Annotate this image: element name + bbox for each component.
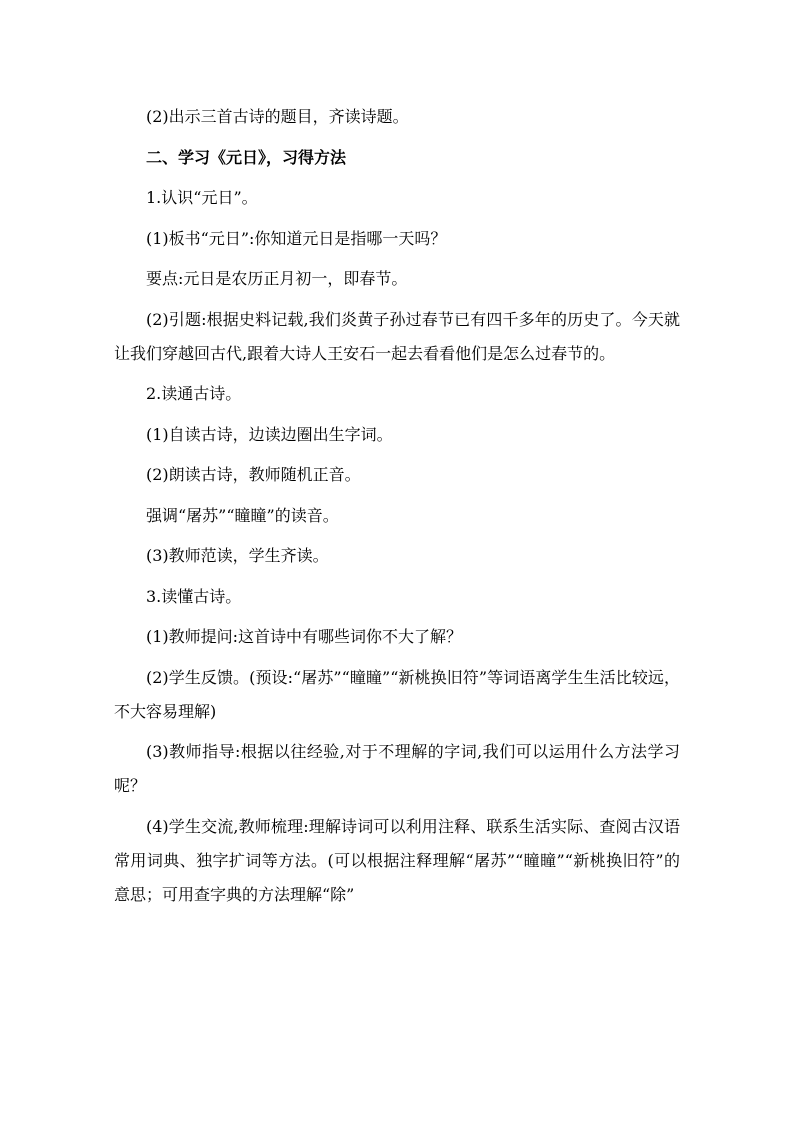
paragraph: (1)板书“元日”:你知道元日是指哪一天吗？ bbox=[146, 228, 447, 248]
paragraph: (1)自读古诗，边读边圈出生字词。 bbox=[146, 424, 393, 444]
paragraph: (2)引题:根据史料记载,我们炎黄子孙过春节已有四千多年的历史了。今天就让我们穿越回古代,跟着大诗人王安石一起去看看他们是怎么过春节的。 bbox=[114, 309, 680, 363]
paragraph: (2)学生反馈。(预设:“屠苏”“瞳瞳”“新桃换旧符”等词语离学生生活比较远，不大容易理解) bbox=[114, 667, 680, 721]
paragraph: 2.读通古诗。 bbox=[146, 384, 242, 403]
paragraph: 强调“屠苏”“瞳瞳”的读音。 bbox=[146, 505, 339, 525]
paragraph: 3.读懂古诗。 bbox=[146, 586, 242, 606]
section-heading: 二、学习《元日》，习得方法 bbox=[146, 147, 347, 167]
paragraph: 要点:元日是农历正月初一，即春节。 bbox=[146, 269, 408, 288]
paragraph: (3)教师范读，学生齐读。 bbox=[146, 546, 329, 565]
paragraph: (2)出示三首古诗的题目，齐读诗题。 bbox=[146, 107, 409, 126]
paragraph: (3)教师指导:根据以往经验,对于不理解的字词,我们可以运用什么方法学习呢？ bbox=[114, 742, 680, 795]
paragraph: (1)教师提问:这首诗中有哪些词你不大了解？ bbox=[146, 627, 463, 646]
paragraph: (2)朗读古诗，教师随机正音。 bbox=[146, 465, 361, 484]
paragraph: (4)学生交流,教师梳理:理解诗词可以利用注释、联系生活实际、查阅古汉语常用词典、独字扩词等方法。(可以根据注释理解“屠苏”“瞳瞳”“新桃换旧符”的意思；可用查字典的方法理解“除” bbox=[114, 816, 680, 904]
document-body bbox=[114, 100, 680, 918]
paragraph: 1.认识“元日”。 bbox=[146, 188, 258, 207]
